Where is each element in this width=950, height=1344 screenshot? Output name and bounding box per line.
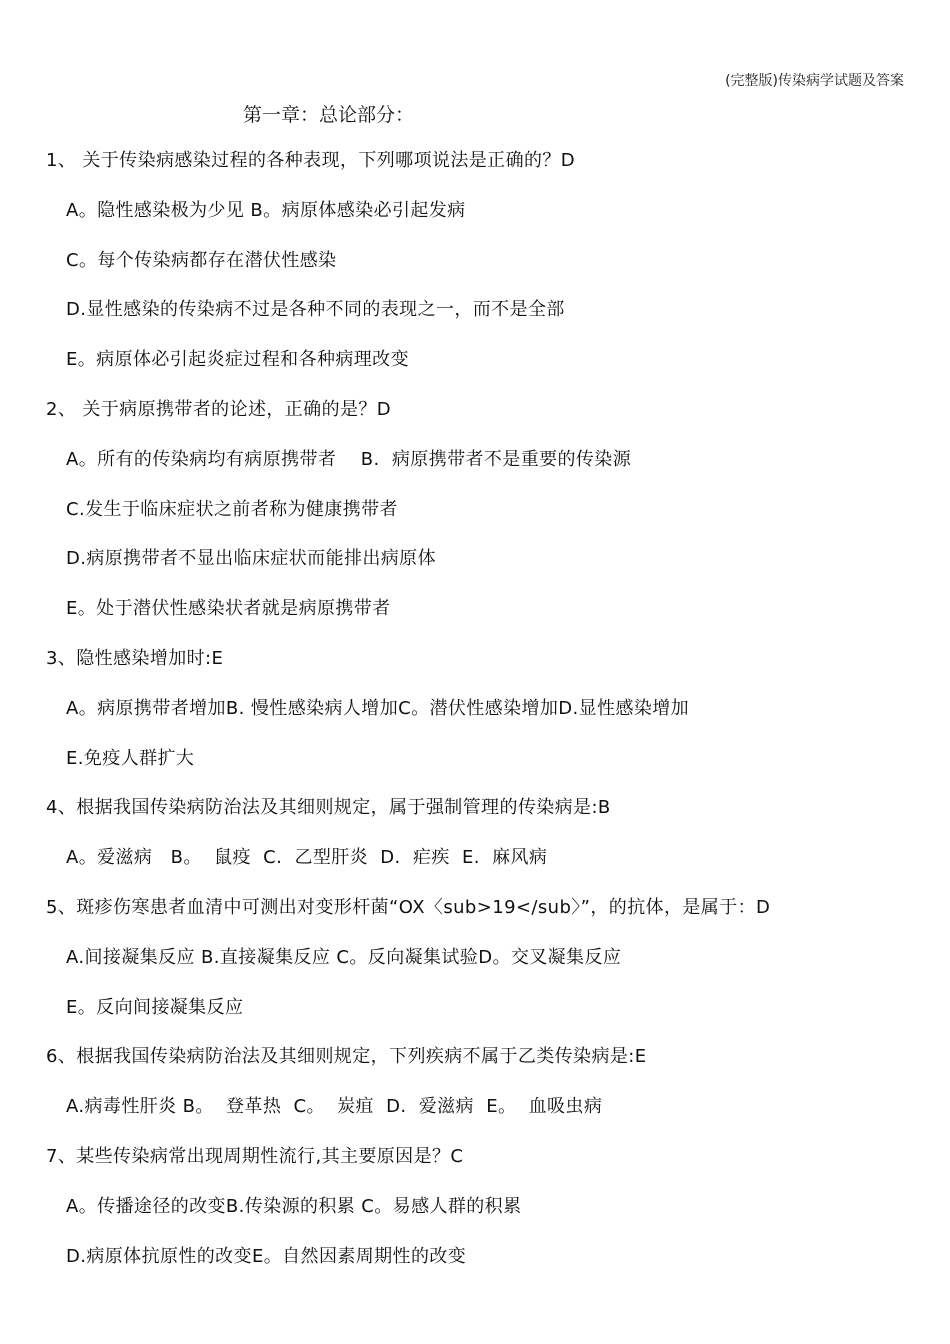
- question-stem: 4、根据我国传染病防治法及其细则规定，属于强制管理的传染病是:B: [46, 797, 611, 819]
- answer-option: A。爱滋病 B。 鼠疫 C. 乙型肝炎 D. 疟疾 E. 麻风病: [66, 847, 548, 869]
- question-stem: 2、 关于病原携带者的论述，正确的是？D: [46, 398, 392, 420]
- answer-option: E.免疫人群扩大: [66, 747, 195, 769]
- answer-option: A.病毒性肝炎 B。 登革热 C。 炭疽 D. 爱滋病 E。 血吸虫病: [66, 1096, 603, 1118]
- question-stem: 6、根据我国传染病防治法及其细则规定，下列疾病不属于乙类传染病是:E: [46, 1046, 647, 1068]
- answer-option: A。所有的传染病均有病原携带者 B. 病原携带者不是重要的传染源: [66, 448, 632, 470]
- chapter-title: 第一章：总论部分：: [243, 104, 415, 126]
- question-stem: 7、某些传染病常出现周期性流行,其主要原因是？C: [46, 1145, 464, 1167]
- answer-option: D.显性感染的传染病不过是各种不同的表现之一，而不是全部: [66, 299, 565, 321]
- answer-option: C.发生于临床症状之前者称为健康携带者: [66, 498, 398, 520]
- answer-option: C。每个传染病都存在潜伏性感染: [66, 249, 337, 271]
- question-stem: 1、 关于传染病感染过程的各种表现，下列哪项说法是正确的？D: [46, 150, 576, 171]
- question-list: [46, 147, 926, 1292]
- question-stem: 3、隐性感染增加时:E: [46, 647, 224, 669]
- answer-option: E。反向间接凝集反应: [66, 996, 244, 1018]
- page-header: (完整版)传染病学试题及答案: [725, 73, 904, 89]
- answer-option: A.间接凝集反应 B.直接凝集反应 C。反向凝集试验D。交叉凝集反应: [66, 946, 622, 968]
- answer-option: E。病原体必引起炎症过程和各种病理改变: [66, 349, 409, 371]
- answer-option: E。处于潜伏性感染状者就是病原携带者: [66, 598, 391, 620]
- answer-option: A。传播途径的改变B.传染源的积累 C。易感人群的积累: [66, 1195, 522, 1217]
- answer-option: D.病原携带者不显出临床症状而能排出病原体: [66, 548, 436, 570]
- question-stem: 5、斑疹伤寒患者血清中可测出对变形杆菌“OX〈sub>19</sub〉”，的抗体，是属于：D: [46, 896, 771, 918]
- answer-option: D.病原体抗原性的改变E。自然因素周期性的改变: [66, 1245, 467, 1267]
- answer-option: A。隐性感染极为少见 B。病原体感染必引起发病: [66, 199, 466, 221]
- answer-option: A。病原携带者增加B. 慢性感染病人增加C。潜伏性感染增加D.显性感染增加: [66, 697, 690, 719]
